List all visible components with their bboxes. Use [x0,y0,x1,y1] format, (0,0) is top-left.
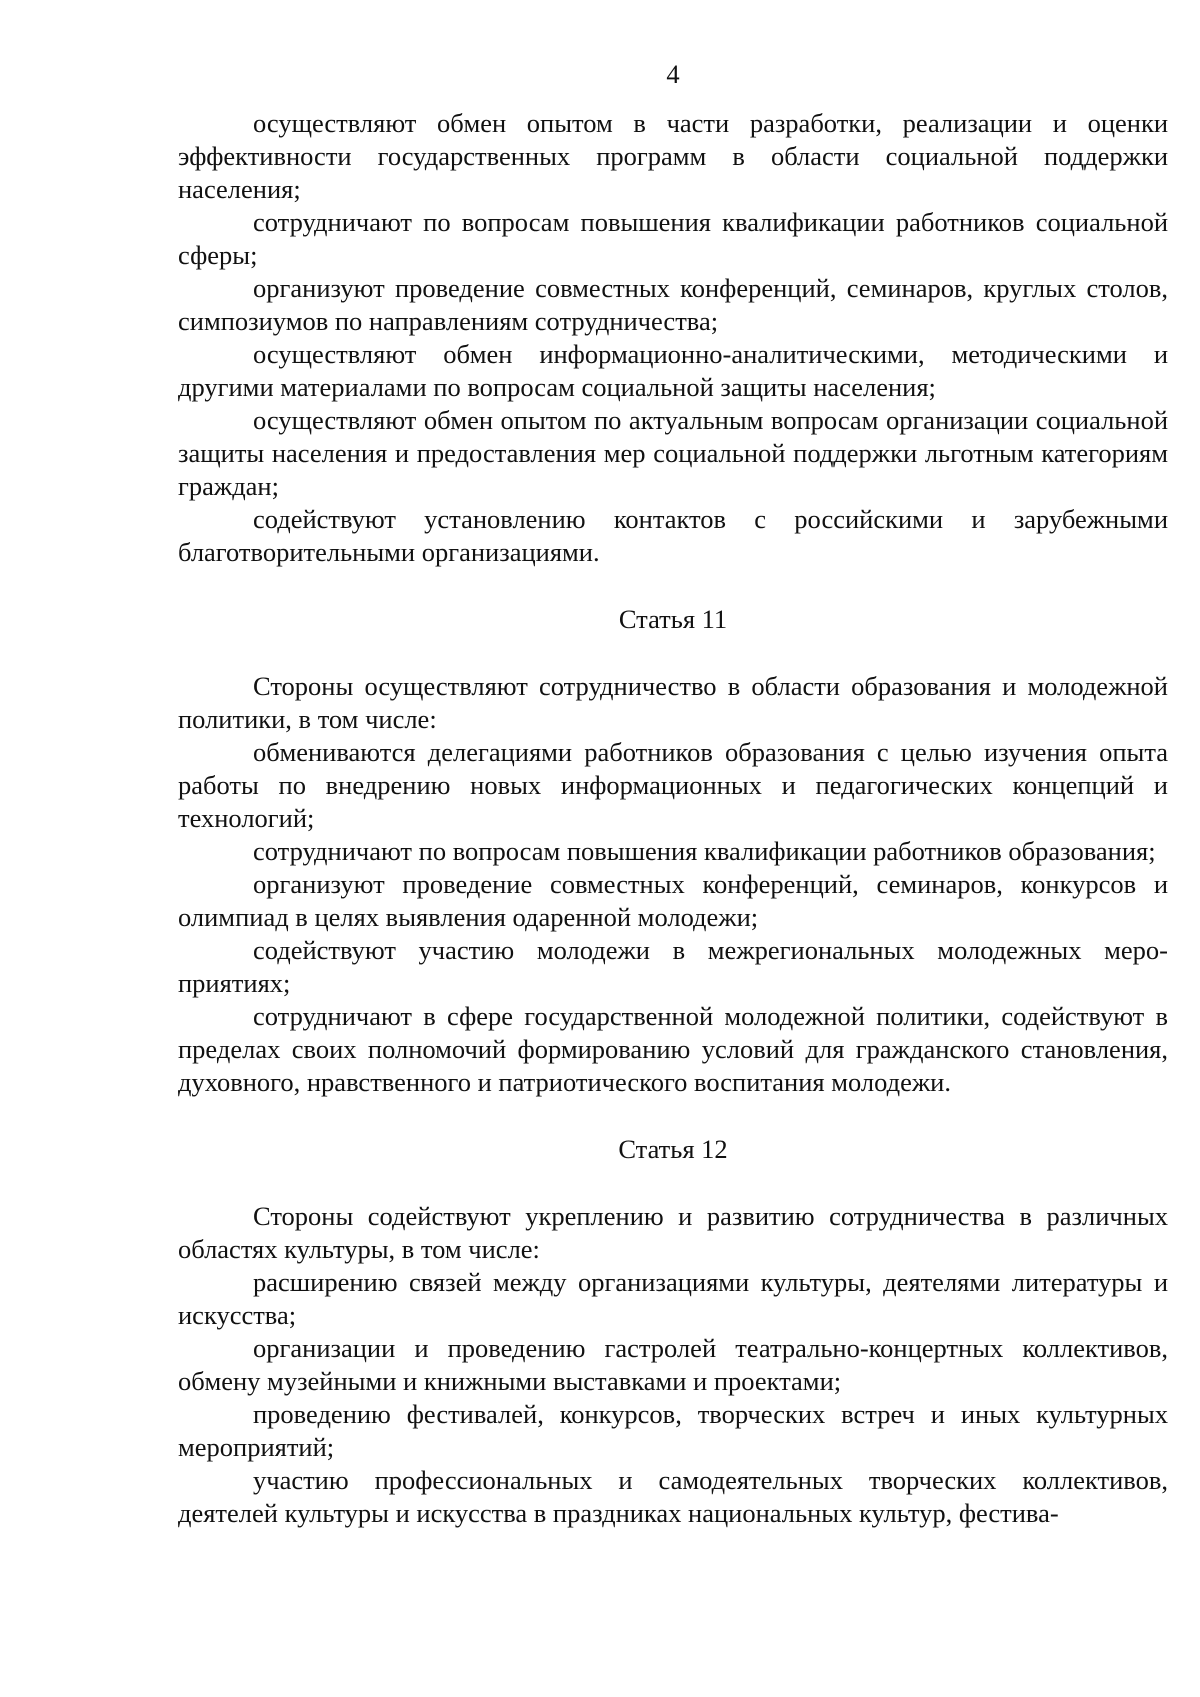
article-12-item-1: расширению связей между организациями культуры, деятелями литературы и искусства; [178,1267,1168,1330]
document-page [178,58,1168,1530]
article-11-lead: Стороны осуществляют сотрудничество в области образования и молодежной политики, в том числе: [178,671,1168,734]
article-12-item-3: проведению фестивалей, конкурсов, творческих встреч и иных культурных мероприятий; [178,1399,1168,1462]
intro-item-5: осуществляют обмен опытом по актуальным вопросам организации социальной защиты населения и предоставления мер социальной поддержки льготным категориям граждан; [178,405,1168,501]
article-11-item-5: сотрудничают в сфере государственной молодежной политики, содействуют в пределах своих полномочий формированию условий для гражданского становления, духовного, нравственного и патриотического воспитания молодежи. [178,1001,1168,1097]
intro-item-4: осуществляют обмен информационно-аналитическими, методическими и другими материалами по вопросам социальной защиты населения; [178,339,1168,402]
page-number: 4 [666,59,680,89]
article-12-lead: Стороны содействуют укреплению и развитию сотрудничества в различных областях культуры, в том числе: [178,1201,1168,1264]
article-12-item-4: участию профессиональных и самодеятельных творческих коллективов, деятелей культуры и искусства в праздниках национальных культур, фестива- [178,1465,1168,1528]
intro-item-6: содействуют установлению контактов с российскими и зарубежными благотворительными организациями. [178,504,1168,567]
article-11-item-1: обмениваются делегациями работников образования с целью изучения опыта работы по внедрению новых информационных и педагогических концепций и технологий; [178,737,1168,833]
intro-item-3: организуют проведение совместных конференций, семинаров, круглых столов, симпозиумов по направлениям сотрудничества; [178,273,1168,336]
article-11-item-4: содействуют участию молодежи в межрегиональных молодежных мероприятиях; [178,935,1168,998]
article-11-item-2: сотрудничают по вопросам повышения квалификации работников образования; [253,836,1156,866]
article-11-item-3: организуют проведение совместных конференций, семинаров, конкурсов и олимпиад в целях выявления одаренной молодежи; [178,869,1168,932]
article-12-heading: Статья 12 [618,1134,728,1164]
intro-item-1: осуществляют обмен опытом в части разработки, реализации и оценки эффективности государственных программ в области социальной поддержки населения; [178,108,1168,204]
article-12-item-2: организации и проведению гастролей театрально-концертных коллективов, обмену музейными и книжными выставками и проектами; [178,1333,1168,1396]
intro-item-2: сотрудничают по вопросам повышения квалификации работников социальной сферы; [178,207,1168,270]
article-11-heading: Статья 11 [618,604,728,634]
